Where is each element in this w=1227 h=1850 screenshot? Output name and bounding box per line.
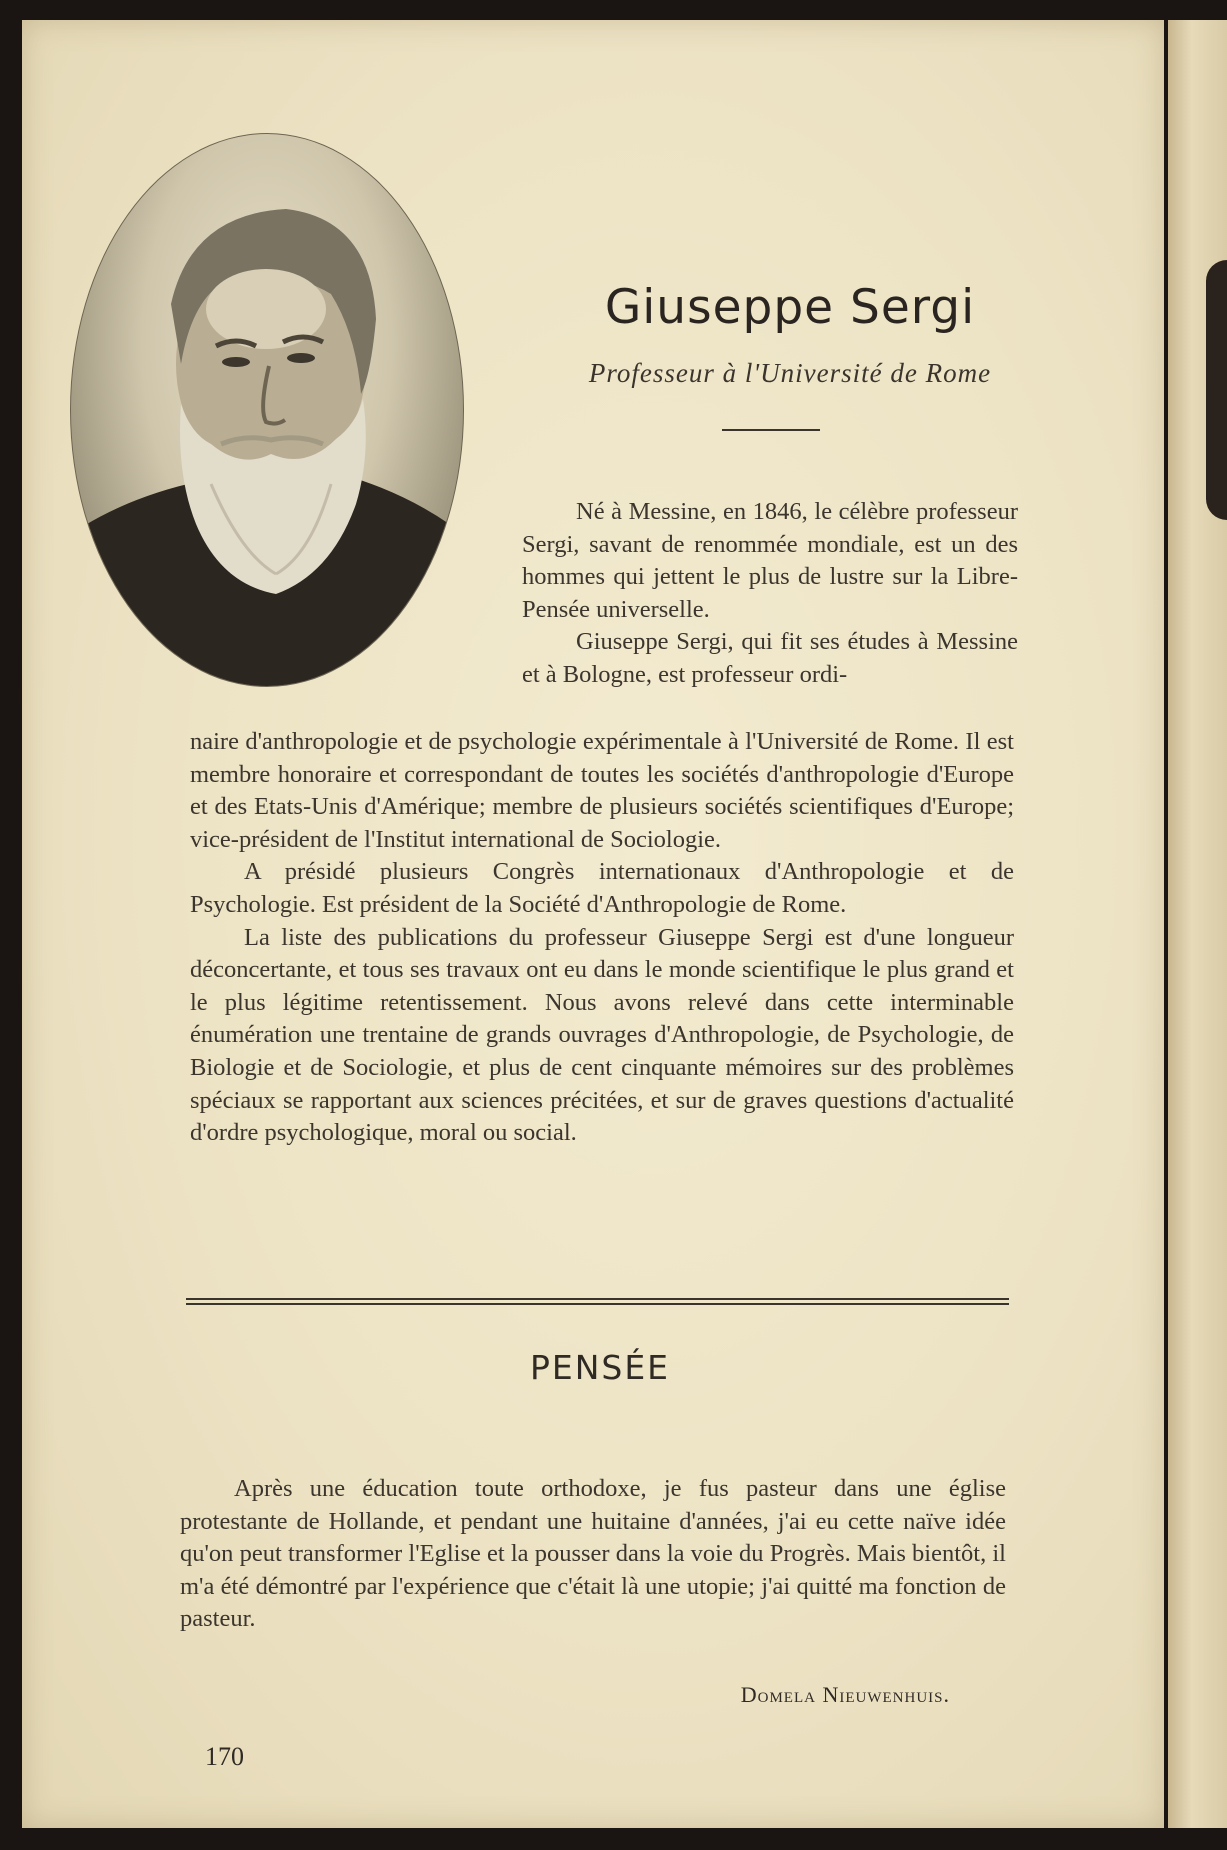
signature: Domela Nieuwenhuis.	[740, 1682, 950, 1707]
bio-paragraph-4: La liste des publications du professeur Giuseppe Sergi est d'une longueur déconcertante, et tous ses travaux ont eu dans le monde scientifique le plus grand et le plus légitime retentissement. Nous avons relevé dans cette interminable énumération une trentaine de grands ouvrages d'Anthropologie, de Psychologie, de Biologie et de Sociologie, et plus de cent cinquante mémoires sur des problèmes spéciaux se rapportant aux sciences précitées, et sur de graves questions d'actualité d'ordre psychologique, moral ou social.	[190, 923, 1014, 1147]
bio-paragraph-2-rest: naire d'anthropologie et de psychologie expérimentale à l'Université de Rome. Il est membre honoraire et correspondant de toutes les sociétés d'anthropologie d'Europe et des Etats-Unis d'Amérique; membre de plusieurs sociétés scientifiques d'Europe; vice-président de l'Institut international de Sociologie.	[190, 728, 1014, 853]
adjacent-page-shadow	[1206, 260, 1227, 520]
bio-paragraph-2-start: Giuseppe Sergi, qui fit ses études à Messine et à Bologne, est professeur ordi-	[522, 628, 1018, 688]
bearded-man-portrait-icon	[71, 134, 463, 686]
thought-quote	[180, 1473, 1006, 1636]
bio-body	[190, 726, 1014, 1150]
thought-paragraph: Après une éducation toute orthodoxe, je fus pasteur dans une église protestante de Hollande, et pendant une huitaine d'années, j'ai eu cette naïve idée qu'on peut transformer l'Eglise et la pousser dans la voie du Progrès. Mais bientôt, il m'a été démontré par l'expérience que c'était là une utopie; j'ai quitté ma fonction de pasteur.	[180, 1475, 1006, 1633]
section-title: PENSÉE	[529, 1348, 671, 1387]
bio-paragraph-3: A présidé plusieurs Congrès internationaux d'Anthropologie et de Psychologie. Est président de la Société d'Anthropologie de Rome.	[190, 858, 1014, 918]
bio-intro	[522, 496, 1018, 692]
page-number: 170	[205, 1742, 244, 1771]
portrait-image	[70, 133, 464, 687]
page-subtitle: Professeur à l'Université de Rome	[588, 358, 992, 388]
bio-paragraph-1: Né à Messine, en 1846, le célèbre professeur Sergi, savant de renommée mondiale, est un des hommes qui jettent le plus de lustre sur la Libre-Pensée universelle.	[522, 498, 1018, 623]
section-divider	[186, 1298, 1009, 1305]
title-divider	[722, 429, 820, 431]
page-title: Giuseppe Sergi	[604, 280, 976, 335]
